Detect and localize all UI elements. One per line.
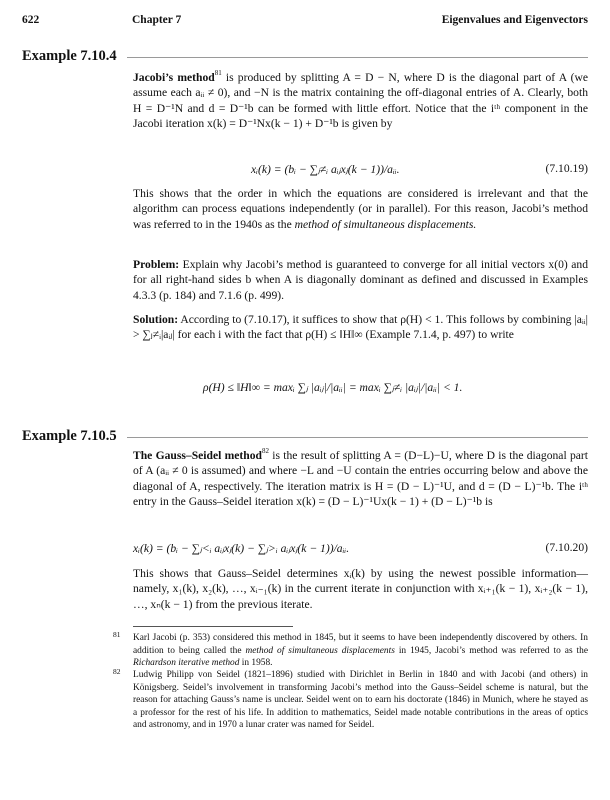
footnote-81-emph-a: method of simultaneous displacements: [245, 645, 395, 656]
footnote-81: [133, 632, 588, 670]
problem-block: [133, 257, 588, 303]
footnote-81-emph-b: Richardson iterative method: [133, 658, 240, 668]
problem-label: Problem:: [133, 258, 180, 271]
example1-intro-text: is produced by splitting A = D − N, where D is the diagonal part of A (we assume each aᵢᵢ ≠ 0), and −N is the matrix containing the off-diagonal entries of A. Clearly, both H = D⁻¹N and d = D⁻¹b can be formed with little effort. Notice that the iᵗʰ component in the Jacobi iteration x(k) = D⁻¹Nx(k − 1) + D⁻¹b is given by: [133, 71, 588, 131]
footnote-81-text-c: in 1958.: [241, 658, 273, 668]
example1-para2: [133, 186, 588, 232]
chapter-title: Eigenvalues and Eigenvectors: [441, 14, 588, 26]
solution-label: Solution:: [133, 313, 179, 326]
example1-discussion: [133, 186, 588, 232]
footnote-81-text-a: Karl Jacobi (p. 353) considered this method in 1845, but it seems to have been independently discovered by others. In addition to being called the: [133, 633, 588, 656]
example1-intro-paragraph: [133, 70, 588, 132]
page-number: 622: [22, 14, 40, 26]
chapter-label: Chapter 7: [132, 14, 182, 26]
example2-intro-paragraph: [133, 448, 588, 510]
para2-emphasis: method of simultaneous displacements.: [294, 217, 477, 231]
example2-intro: [133, 448, 588, 510]
example-label: Example 7.10.5: [22, 428, 127, 445]
example2-discussion: [133, 566, 588, 612]
footnote-rule: [133, 626, 293, 627]
para2-text: This shows that the order in which the equations are considered is irrelevant and that the algorithm can process equations independently (or in parallel). For this reason, Jacobi’s method was referred to in the 1940s as the: [133, 187, 588, 231]
equation-number: (7.10.20): [545, 541, 588, 554]
spectral-radius-bound-equation: [133, 366, 588, 414]
equation-expression: xᵢ(k) = (bᵢ − ∑ⱼ≠ᵢ aᵢⱼxⱼ(k − 1))/aᵢᵢ.: [251, 163, 400, 176]
jacobi-method-term: Jacobi’s method: [133, 71, 215, 84]
footnote-mark-81: 81: [113, 630, 121, 639]
footnote-ref-82[interactable]: 82: [261, 447, 269, 455]
problem-text: Explain why Jacobi’s method is guaranteed to converge for all initial vectors x(0) and for all right-hand sides b when A is diagonally dominant as defined and discussed in Examples 4.3.3 (p. 184) and 7.1.6 (p. 499).: [133, 258, 588, 302]
solution-block: [133, 312, 588, 343]
solution-paragraph: [133, 312, 588, 343]
example-heading-7-10-4: [22, 48, 588, 66]
equation-7-10-20: [133, 538, 588, 560]
example-label: Example 7.10.4: [22, 48, 127, 65]
footnote-82: Ludwig Philipp von Seidel (1821–1896) studied with Dirichlet in Berlin in 1840 and with Jacobi (and others) in Königsberg. Seidel’s involvement in transforming Jacobi’s method into the Gauss–Seidel scheme is natural, but the reason for attaching Gauss’s name is unclear. Seidel went on to earn his doctorate (1846) in Munich, where he stayed as a professor for the rest of his life. In addition to mathematics, Seidel made notable contributions in the areas of optics and astronomy, and in 1970 a lunar crater was named for Seidel.: [133, 670, 588, 730]
gauss-seidel-method-term: The Gauss–Seidel method: [133, 449, 262, 462]
example1-intro: [133, 70, 588, 132]
bound-equation-text: ρ(H) ≤ ‖H‖∞ = maxᵢ ∑ⱼ |aᵢⱼ|/|aᵢᵢ| = maxᵢ ∑ⱼ≠ᵢ |aᵢⱼ|/|aᵢᵢ| < 1.: [203, 381, 463, 394]
equation-number: (7.10.19): [545, 162, 588, 175]
footnote-mark-82: 82: [113, 667, 121, 676]
example2-intro-text: is the result of splitting A = (D−L)−U, where D is the diagonal part of A (aᵢᵢ ≠ 0 is assumed) and where −L and −U contain the entries occurring below and above the diagonal of A, respectively. The iteration matrix is H = (D − L)⁻¹U, and d = (D − L)⁻¹b. The iᵗʰ entry in the Gauss–Seidel iteration x(k) = (D − L)⁻¹Ux(k − 1) + (D − L)⁻¹b is: [133, 449, 588, 509]
running-header: [22, 14, 588, 34]
example-heading-7-10-5: [22, 428, 588, 446]
footnote-81-text-b: in 1945, Jacobi’s method was referred to as the: [398, 645, 588, 656]
problem-paragraph: [133, 257, 588, 303]
equation-7-10-19: [133, 159, 588, 181]
footnote-ref-81[interactable]: 81: [214, 69, 222, 77]
equation-expression: xᵢ(k) = (bᵢ − ∑ⱼ<ᵢ aᵢⱼxⱼ(k) − ∑ⱼ>ᵢ aᵢⱼxⱼ(k − 1))/aᵢᵢ.: [133, 542, 350, 555]
example2-para2: This shows that Gauss–Seidel determines xᵢ(k) by using the newest possible information—namely, x₁(k), x₂(k), …, xᵢ₋₁(k) in the current iterate in conjunction with xᵢ₊₁(k − 1), xᵢ₊₂(k − 1), …, xₙ(k − 1) from the previous iterate.: [133, 567, 588, 611]
solution-text: According to (7.10.17), it suffices to show that ρ(H) < 1. This follows by combining |aᵢᵢ| > ∑ⱼ≠ᵢ|aᵢⱼ| for each i with the fact that ρ(H) ≤ ‖H‖∞ (Example 7.1.4, p. 497) to write: [133, 313, 588, 342]
